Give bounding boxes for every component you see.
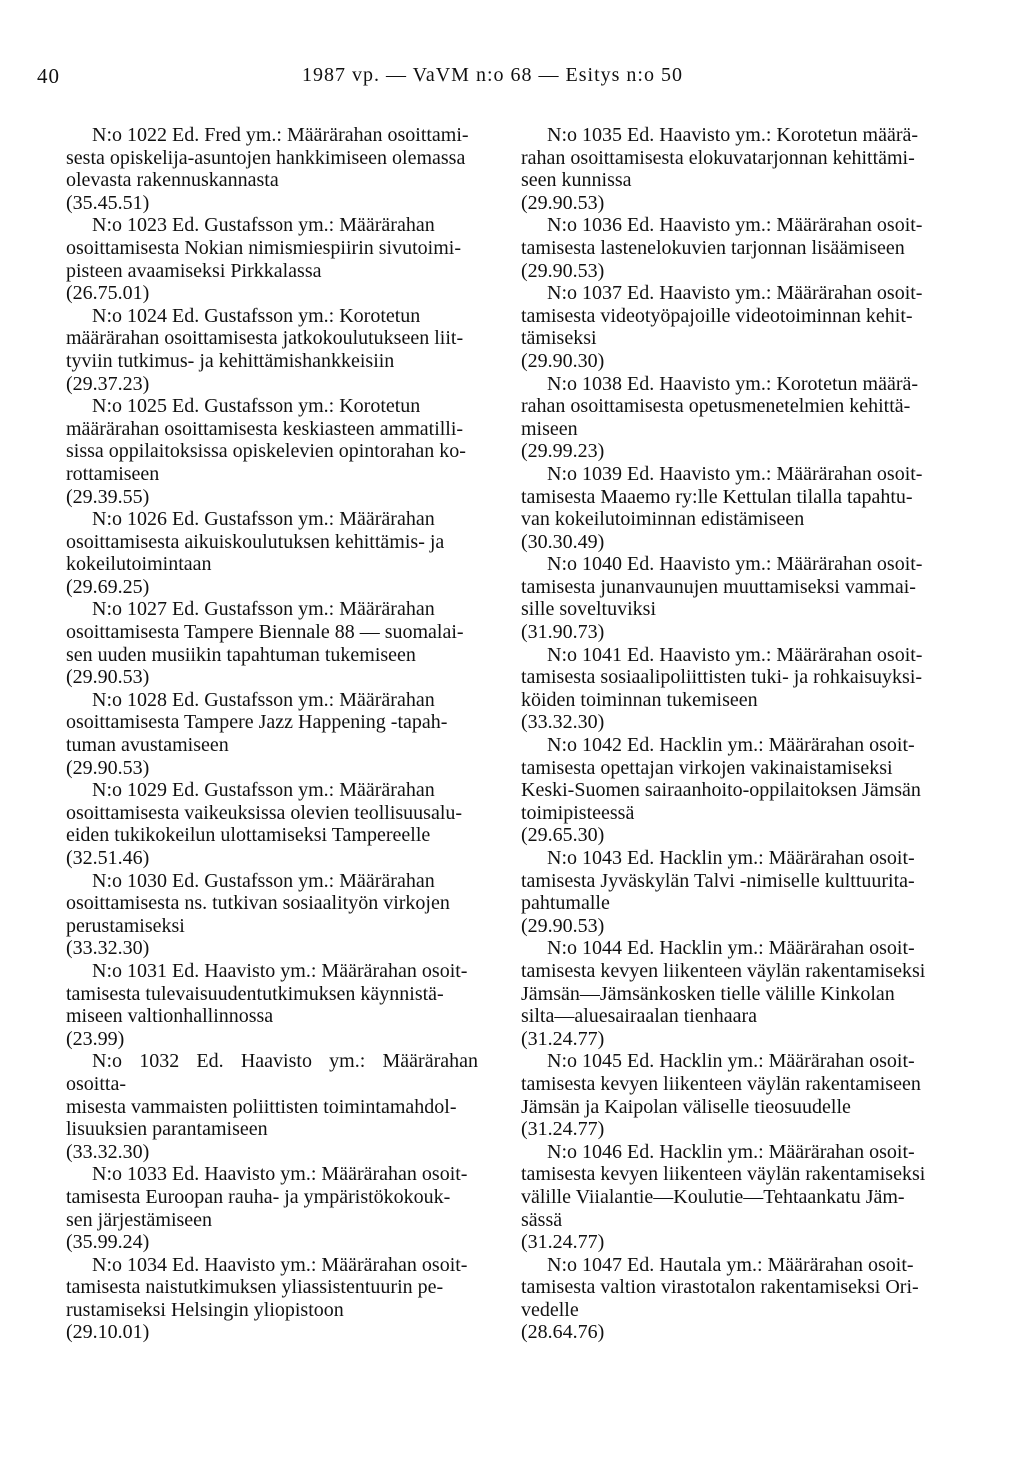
entry-title: N:o 1030 Ed. Gustafsson ym.: Määrärahan osoittamisesta ns. tutkivan sosiaalityön virkojen perustamiseksi: [66, 869, 450, 937]
list-item: [521, 1141, 957, 1254]
entry-title: N:o 1025 Ed. Gustafsson ym.: Korotetun määrärahan osoittamisesta keskiasteen ammatilli- sissa oppilaitoksissa opiskelevien opintorahan ko- rottamiseen: [66, 395, 466, 485]
budget-code: (28.64.76): [521, 1321, 605, 1344]
budget-code: (33.32.30): [521, 711, 605, 734]
list-item: [66, 214, 478, 304]
list-item: [66, 870, 478, 960]
entry-title: N:o 1023 Ed. Gustafsson ym.: Määrärahan osoittamisesta Nokian nimismiespiirin sivutoimi- pisteen avaamiseksi Pirkkalassa: [66, 214, 461, 282]
entry-title: N:o 1027 Ed. Gustafsson ym.: Määrärahan osoittamisesta Tampere Biennale 88 — suomalai- sen uuden musiikin tapahtuman tukemiseen: [66, 598, 464, 666]
entry-title: N:o 1026 Ed. Gustafsson ym.: Määrärahan osoittamisesta aikuiskoulutuksen kehittämis- ja kokeilutoimintaan: [66, 508, 445, 576]
budget-code: (29.90.53): [521, 914, 605, 937]
entry-title: N:o 1042 Ed. Hacklin ym.: Määrärahan osoit- tamisesta opettajan virkojen vakinaistamiseksi Keski-Suomen sairaanhoito-oppilaitoksen Jämsän toimipisteessä: [521, 734, 921, 824]
list-item: [66, 689, 478, 779]
entry-title: N:o 1037 Ed. Haavisto ym.: Määrärahan osoit- tamisesta videotyöpajoille videotoiminnan kehit- tämiseksi: [521, 282, 923, 350]
list-item: [66, 960, 478, 1050]
entry-title: N:o 1024 Ed. Gustafsson ym.: Korotetun määrärahan osoittamisesta jatkokoulutukseen liit- tyviin tutkimus- ja kehittämishankkeisiin: [66, 304, 464, 372]
entry-title: N:o 1039 Ed. Haavisto ym.: Määrärahan osoit- tamisesta Maaemo ry:lle Kettulan tilalla tapahtu- van kokeilutoiminnan edistämiseen: [521, 462, 923, 531]
entry-title: N:o 1044 Ed. Hacklin ym.: Määrärahan osoit- tamisesta kevyen liikenteen väylän rakentamiseksi Jämsän—Jämsänkosken tielle välille Kinkolan silta—aluesairaalan tienhaara: [521, 937, 926, 1028]
budget-code: (30.30.49): [521, 530, 605, 553]
budget-code: (31.24.77): [521, 1231, 605, 1254]
budget-code: (29.90.30): [521, 349, 605, 372]
budget-code: (33.32.30): [66, 937, 150, 960]
entry-title: N:o 1040 Ed. Haavisto ym.: Määrärahan osoit- tamisesta junanvaunujen muuttamiseksi vammai- sille soveltuviksi: [521, 553, 923, 621]
list-item: [66, 395, 478, 508]
budget-code: (29.69.25): [66, 575, 150, 598]
list-item: [521, 847, 957, 937]
list-item: [66, 1254, 478, 1344]
entry-title: N:o 1029 Ed. Gustafsson ym.: Määrärahan osoittamisesta vaikeuksissa olevien teollisuusalu- eiden tukikokeilun ulottamiseksi Tampereelle: [66, 779, 463, 847]
budget-code: (29.10.01): [66, 1321, 150, 1344]
list-item: [521, 124, 957, 214]
list-item: [521, 1050, 957, 1140]
budget-code: (26.75.01): [66, 282, 150, 305]
entry-title: N:o 1043 Ed. Hacklin ym.: Määrärahan osoit- tamisesta Jyväskylän Talvi -nimiselle kulttuurita- pahtumalle: [521, 847, 915, 915]
list-item: [66, 124, 478, 214]
budget-code: (31.24.77): [521, 1027, 605, 1050]
list-item: [66, 598, 478, 688]
list-item: [521, 463, 957, 553]
entry-title: N:o 1022 Ed. Fred ym.: Määrärahan osoittami- sesta opiskelija-asuntojen hankkimiseen olemassa olevasta rakennuskannasta: [66, 124, 469, 192]
budget-code: (35.99.24): [66, 1231, 150, 1254]
right-column: [521, 124, 957, 1344]
entry-title: N:o 1032 Ed. Haavisto ym.: Määrärahan osoitta- misesta vammaisten poliittisten toimintamahdol- lisuuksien parantamiseen: [66, 1050, 478, 1141]
list-item: [521, 214, 957, 282]
entry-title: N:o 1031 Ed. Haavisto ym.: Määrärahan osoit- tamisesta tulevaisuudentutkimuksen käynnistä- miseen valtionhallinnossa: [66, 959, 468, 1028]
list-item: [521, 644, 957, 734]
entry-title: N:o 1036 Ed. Haavisto ym.: Määrärahan osoit- tamisesta lastenelokuvien tarjonnan lisäämiseen: [521, 214, 923, 259]
list-item: [521, 1254, 957, 1344]
entry-title: N:o 1035 Ed. Haavisto ym.: Korotetun määrä- rahan osoittamisesta elokuvatarjonnan kehittämi- seen kunnissa: [521, 124, 919, 192]
budget-code: (29.65.30): [521, 824, 605, 847]
entry-title: N:o 1038 Ed. Haavisto ym.: Korotetun määrä- rahan osoittamisesta opetusmenetelmien kehittä- miseen: [521, 372, 919, 440]
entry-title: N:o 1047 Ed. Hautala ym.: Määrärahan osoit- tamisesta valtion virastotalon rakentamiseksi Ori- vedelle: [521, 1253, 919, 1321]
budget-code: (29.39.55): [66, 485, 150, 508]
entry-title: N:o 1041 Ed. Haavisto ym.: Määrärahan osoit- tamisesta sosiaalipoliittisten tuki- ja rohkaisuyksi- köiden toiminnan tukemiseen: [521, 643, 923, 711]
list-item: [66, 1050, 478, 1163]
budget-code: (23.99): [66, 1027, 125, 1050]
list-item: [521, 373, 957, 463]
list-item: [521, 937, 957, 1050]
budget-code: (35.45.51): [66, 191, 150, 214]
list-item: [66, 305, 478, 395]
budget-code: (31.24.77): [521, 1118, 605, 1141]
budget-code: (29.90.53): [521, 259, 605, 282]
list-item: [521, 734, 957, 847]
budget-code: (29.90.53): [66, 666, 150, 689]
list-item: [66, 508, 478, 598]
entry-title: N:o 1045 Ed. Hacklin ym.: Määrärahan osoit- tamisesta kevyen liikenteen väylän rakentamiseen Jämsän ja Kaipolan väliselle tieosuudelle: [521, 1050, 921, 1118]
page-header: [0, 62, 1024, 92]
budget-code: (29.37.23): [66, 372, 150, 395]
entry-title: N:o 1033 Ed. Haavisto ym.: Määrärahan osoit- tamisesta Euroopan rauha- ja ympäristökokouk- sen järjestämiseen: [66, 1163, 468, 1231]
budget-code: (33.32.30): [66, 1140, 150, 1163]
list-item: [521, 282, 957, 372]
list-item: [66, 1163, 478, 1253]
entry-title: N:o 1034 Ed. Haavisto ym.: Määrärahan osoit- tamisesta naistutkimuksen yliassistentuurin pe- rustamiseksi Helsingin yliopistoon: [66, 1253, 468, 1321]
budget-code: (31.90.73): [521, 621, 605, 644]
list-item: [521, 553, 957, 643]
entry-title: N:o 1046 Ed. Hacklin ym.: Määrärahan osoit- tamisesta kevyen liikenteen väylän rakentamiseksi välille Viialantie—Koulutie—Tehtaankatu Jäm- sässä: [521, 1140, 926, 1231]
running-title: 1987 vp. — VaVM n:o 68 — Esitys n:o 50: [302, 64, 683, 86]
budget-code: (29.90.53): [521, 191, 605, 214]
left-column: [66, 124, 478, 1344]
entry-title: N:o 1028 Ed. Gustafsson ym.: Määrärahan osoittamisesta Tampere Jazz Happening -tapah- tuman avustamiseen: [66, 688, 448, 757]
budget-code: (29.99.23): [521, 440, 605, 463]
page-number: 40: [37, 64, 60, 88]
budget-code: (29.90.53): [66, 756, 150, 779]
budget-code: (32.51.46): [66, 847, 150, 869]
list-item: [66, 779, 478, 869]
